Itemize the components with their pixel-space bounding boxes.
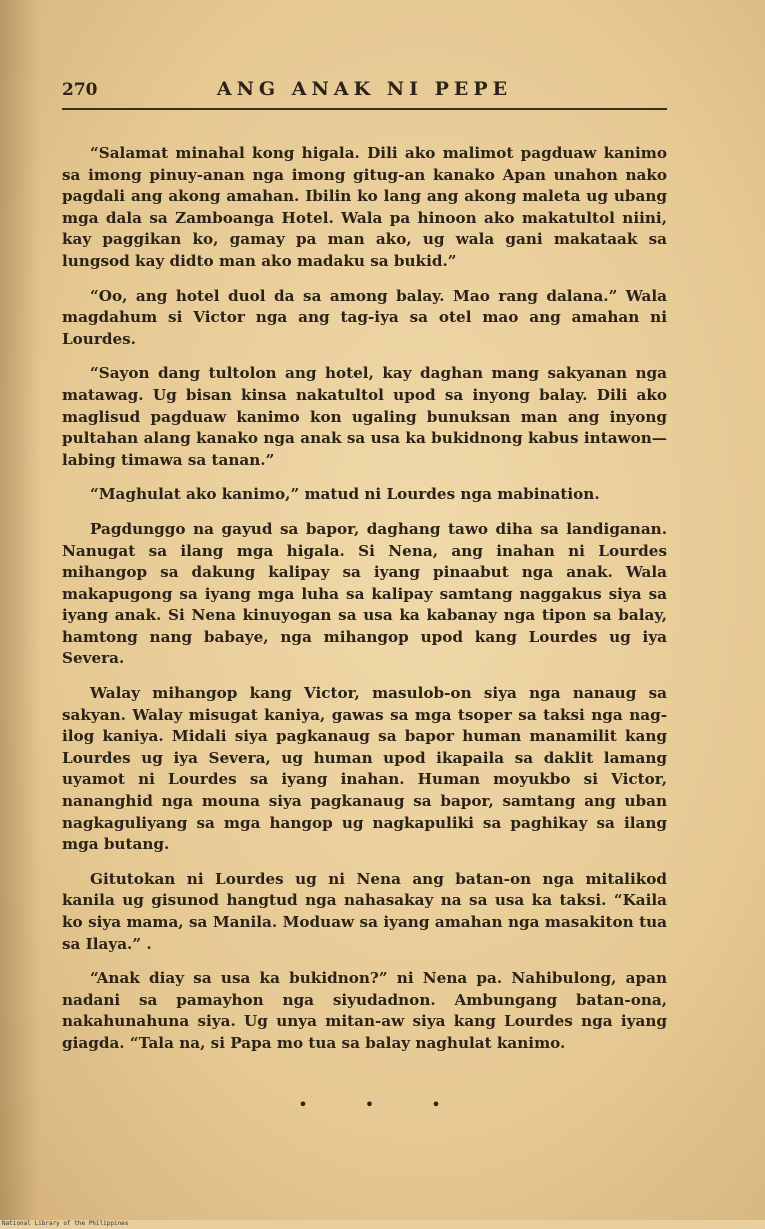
paragraph: Walay mihangop kang Victor, masulob-on siya nga nanaug sa sakyan. Walay misugat kaniya, gawas sa mga tsoper sa taksi nga nag-ilog kaniya. Midali siya pagkanaug sa bapor human manamilit kang Lourdes ug iya Severa, ug human upod ikapaila sa daklit lamang uyamot ni Lourdes sa iyang inahan. Human moyukbo si Victor, nananghid nga mouna siya pagkanaug sa bapor, samtang ang uban nagkaguliyang sa mga hangop ug nagkapuliki sa paghikay sa ilang mga butang. — [62, 684, 667, 854]
body-text — [62, 143, 667, 1068]
paragraph: “Anak diay sa usa ka bukidnon?” ni Nena pa. Nahibulong, apan nadani sa pamayhon nga siyudadnon. Ambungang batan-ona, nakahunahuna siya. Ug unya mitan-aw siya kang Lourdes nga iyang giagda. “Tala na, si Papa mo tua sa balay naghulat kanimo. — [62, 969, 667, 1052]
library-credit: National Library of the Philippines — [2, 1220, 129, 1227]
running-title: ANG ANAK NI PEPE — [216, 78, 513, 100]
paragraph: “Sayon dang tultolon ang hotel, kay daghan mang sakyanan nga matawag. Ug bisan kinsa nakatultol upod sa inyong balay. Dili ako maglisud pagduaw kanimo kon ugaling bunuksan man ang inyong pultahan alang kanako nga anak sa usa ka bukidnong kabus intawon—labing timawa sa tanan.” — [62, 364, 667, 469]
paragraph: “Maghulat ako kanimo,” matud ni Lourdes nga mabination. — [90, 485, 600, 504]
paragraph: Pagdunggo na gayud sa bapor, daghang tawo diha sa landiganan. Nanugat sa ilang mga higala. Si Nena, ang inahan ni Lourdes mihangop sa dakung kalipay sa iyang pinaabut nga anak. Wala makapugong sa iyang mga luha sa kalipay samtang naggakus siya sa iyang anak. Si Nena kinuyogan sa usa ka kabanay nga tipon sa balay, hamtong nang babaye, nga mihangop upod kang Lourdes ug iya Severa. — [62, 519, 667, 668]
page-number: 270 — [62, 80, 98, 100]
paragraph: Gitutokan ni Lourdes ug ni Nena ang batan-on nga mitalikod kanila ug gisunod hangtud nga nahasakay na sa usa ka taksi. “Kaila ko siya mama, sa Manila. Moduaw sa iyang amahan nga masakiton tua sa Ilaya.” . — [62, 869, 667, 953]
paragraph: “Oo, ang hotel duol da sa among balay. Mao rang dalana.” Wala magdahum si Victor nga ang tag-iya sa otel mao ang amahan ni Lourdes. — [62, 286, 667, 348]
header-rule — [62, 108, 667, 110]
page-header — [62, 78, 667, 108]
paragraph: “Salamat minahal kong higala. Dili ako malimot pagduaw kanimo sa imong pinuy-anan nga imong gitug-an kanako Apan unahon nako pagdali ang akong amahan. Ibilin ko lang ang akong maleta ug ubang mga dala sa Zamboanga Hotel. Wala pa hinoon ako makatultol niini, kay paggikan ko, gamay pa man ako, ug wala gani makataak sa lungsod kay didto man ako madaku sa bukid.” — [62, 144, 667, 270]
section-break-ornament: • • • — [298, 1095, 467, 1114]
